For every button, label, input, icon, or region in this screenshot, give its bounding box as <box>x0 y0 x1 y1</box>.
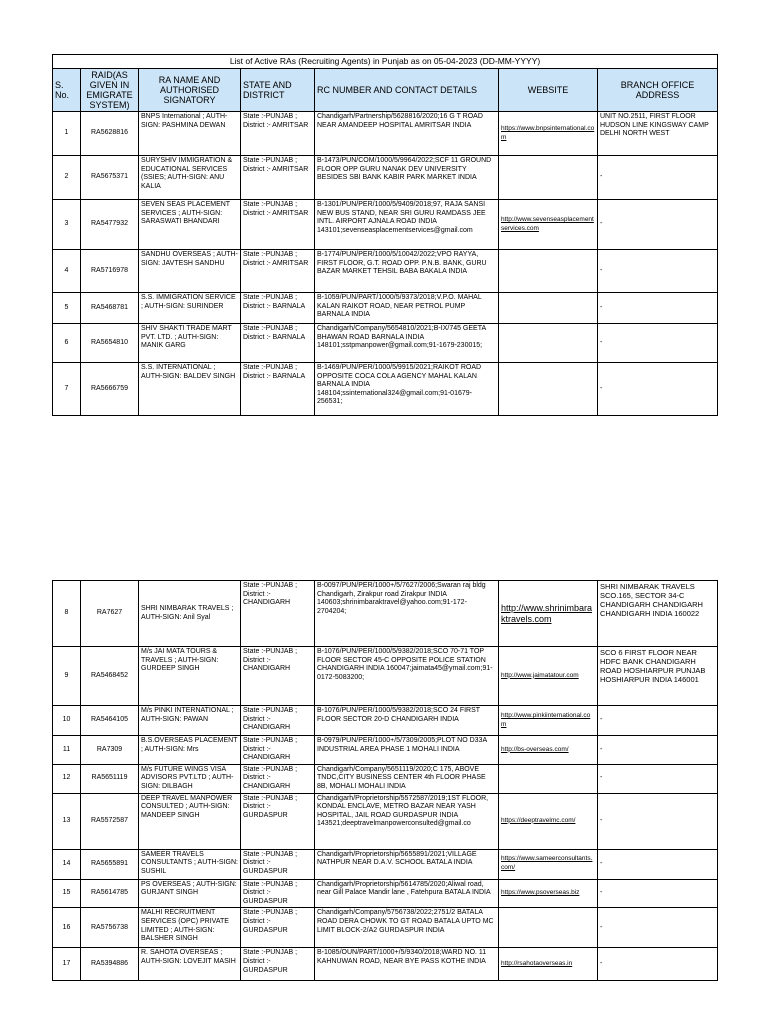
row-ra-name: SURYSHIV IMMIGRATION & EDUCATIONAL SERVICES (SSIES; AUTH-SIGN: ANU KALIA <box>139 156 241 200</box>
row-ra-name: R. SAHOTA OVERSEAS ; AUTH-SIGN: LOVEJIT MASIH <box>139 948 241 981</box>
row-raid: RA5468452 <box>81 647 139 706</box>
table-row <box>53 581 718 647</box>
row-state-district: State :-PUNJAB ; District :- BARNALA <box>241 324 315 363</box>
row-state-district: State :-PUNJAB ; District :- CHANDIGARH <box>241 581 315 647</box>
row-rc-details: B-0979/PUN/PER/1000+/5/7309/2005;PLOT NO D33A INDUSTRIAL AREA PHASE 1 MOHALI INDIA <box>315 736 499 765</box>
row-number: 15 <box>53 879 81 908</box>
website-link[interactable]: http://www.jaimatatour.com <box>501 671 579 679</box>
row-rc-details: Chandigarh/Proprietorship/5614785/2020;Aliwal road, near Gill Palace Mandir lane , Fatehpura BATALA INDIA <box>315 879 499 908</box>
table-row <box>53 647 718 706</box>
row-rc-details: Chandigarh/Company/5651119/2020;C 175, ABOVE TNDC,CITY BUSINESS CENTER 4th FLOOR PHASE 8B, MOHALI MOHALI INDIA <box>315 764 499 793</box>
website-link[interactable]: https://www.bnpsinternational.com <box>501 124 595 141</box>
row-ra-name: MALHI RECRUITMENT SERVICES (OPC) PRIVATE LIMITED ; AUTH-SIGN: BALSHER SINGH <box>139 908 241 948</box>
row-number: 12 <box>53 764 81 793</box>
row-raid: RA5464105 <box>81 706 139 736</box>
row-state-district: State :-PUNJAB ; District :- BARNALA <box>241 363 315 416</box>
row-ra-name: SANDHU OVERSEAS ; AUTH-SIGN: JAVTESH SANDHU <box>139 250 241 293</box>
row-branch-office: UNIT NO.2511, FIRST FLOOR HUDSON LINE KINGSWAY CAMP DELHI NORTH WEST <box>598 112 718 156</box>
row-ra-name: SHIV SHAKTI TRADE MART PVT. LTD. ; AUTH-SIGN: MANIK GARG <box>139 324 241 363</box>
row-rc-details: Chandigarh/Partnership/5628816/2020;16 G T ROAD NEAR AMANDEEP HOSPITAL AMRITSAR INDIA <box>315 112 499 156</box>
row-ra-name: M/s JAI MATA TOURS & TRAVELS ; AUTH-SIGN: GURDEEP SINGH <box>139 647 241 706</box>
table-row <box>53 363 718 416</box>
row-state-district: State :-PUNJAB ; District :- CHANDIGARH <box>241 764 315 793</box>
table-row <box>53 736 718 765</box>
header-row <box>53 69 718 112</box>
row-branch-office: SCO 6 FIRST FLOOR NEAR HDFC BANK CHANDIGARH ROAD HOSHIARPUR PUNJAB HOSHIARPUR INDIA 146001 <box>598 647 718 706</box>
table-row <box>53 948 718 981</box>
row-state-district: State :-PUNJAB ; District :- AMRITSAR <box>241 156 315 200</box>
row-raid: RA5655891 <box>81 849 139 879</box>
row-website <box>499 363 598 416</box>
row-ra-name: PS OVERSEAS ; AUTH-SIGN: GURJANT SINGH <box>139 879 241 908</box>
row-website <box>499 112 598 156</box>
row-rc-details: Chandigarh/Company/5654810/2021;B-IX/745 GEETA BHAWAN ROAD BARNALA INDIA 148101;sstpmanpower@gmail.com;91-1679-230015; <box>315 324 499 363</box>
row-number: 11 <box>53 736 81 765</box>
row-website <box>499 647 598 706</box>
row-state-district: State :-PUNJAB ; District :- AMRITSAR <box>241 112 315 156</box>
row-raid: RA5628816 <box>81 112 139 156</box>
row-state-district: State :-PUNJAB ; District :- BARNALA <box>241 293 315 324</box>
row-website <box>499 324 598 363</box>
table-title: List of Active RAs (Recruiting Agents) in Punjab as on 05-04-2023 (DD-MM-YYYY) <box>53 55 718 69</box>
row-state-district: State :-PUNJAB ; District :- GURDASPUR <box>241 793 315 849</box>
row-state-district: State :-PUNJAB ; District :- GURDASPUR <box>241 879 315 908</box>
row-branch-office: - <box>598 764 718 793</box>
row-raid: RA5468781 <box>81 293 139 324</box>
table-row <box>53 250 718 293</box>
row-rc-details: B-1469/PUN/PER/1000/5/9915/2021;RAIKOT ROAD OPPOSITE COCA COLA AGENCY MAHAL KALAN BARNALA INDIA 148104;ssinternational324@gmail.com;91-01679-256531; <box>315 363 499 416</box>
ra-table-top <box>52 54 718 416</box>
row-website <box>499 250 598 293</box>
row-raid: RA7309 <box>81 736 139 765</box>
row-raid: RA5394886 <box>81 948 139 981</box>
row-rc-details: B-1085/OUN/PART/1000+/5/9340/2018;WARD NO. 11 KAHNUWAN ROAD, NEAR BYE PASS KOTHE INDIA <box>315 948 499 981</box>
row-state-district: State :-PUNJAB ; District :- GURDASPUR <box>241 948 315 981</box>
row-website <box>499 581 598 647</box>
row-branch-office: - <box>598 324 718 363</box>
table-row <box>53 156 718 200</box>
row-raid: RA5756738 <box>81 908 139 948</box>
row-website <box>499 736 598 765</box>
row-rc-details: B-1076/PUN/PER/1000/5/9382/2018;SCO 24 FIRST FLOOR SECTOR 20-D CHANDIGARH INDIA <box>315 706 499 736</box>
row-state-district: State :-PUNJAB ; District :- CHANDIGARH <box>241 736 315 765</box>
row-website <box>499 200 598 250</box>
row-rc-details: B-1774/PUN/PER/1000/5/10042/2022;VPO RAYYA, FIRST FLOOR, G.T. ROAD OPP. P.N.B. BANK, GURU BAZAR MARKET TEHSIL BABA BAKALA INDIA <box>315 250 499 293</box>
row-raid: RA5716978 <box>81 250 139 293</box>
row-number: 13 <box>53 793 81 849</box>
row-number: 17 <box>53 948 81 981</box>
row-rc-details: B-1076/PUN/PER/1000/5/9382/2018;SCO 70-71 TOP FLOOR SECTOR 45-C OPPOSITE POLICE STATION CHANDIGARH INDIA 160047;jaimata45@ymail.com;91-0172-5083200; <box>315 647 499 706</box>
table-body-bottom <box>53 581 718 981</box>
row-rc-details: B-1059/PUN/PART/1000/5/9373/2018;V.P.O. MAHAL KALAN RAIKOT ROAD, NEAR PETROL PUMP BARNALA INDIA <box>315 293 499 324</box>
row-raid: RA5666759 <box>81 363 139 416</box>
header-website: WEBSITE <box>499 69 598 112</box>
row-rc-details: B-0097/PUN/PER/1000+/5/7627/2006;Swaran raj bldg Chandigarh, Zirakpur road Zirakpur INDIA 140603;shrinimbaraktravel@yahoo.com;91-172-2704204; <box>315 581 499 647</box>
table-row <box>53 908 718 948</box>
row-ra-name: S.S. IMMIGRATION SERVICE ; AUTH-SIGN: SURINDER <box>139 293 241 324</box>
row-website <box>499 293 598 324</box>
row-raid: RA7627 <box>81 581 139 647</box>
row-number: 5 <box>53 293 81 324</box>
website-link[interactable]: http://www.sevenseasplacementservices.com <box>501 215 594 232</box>
row-website <box>499 793 598 849</box>
row-website <box>499 764 598 793</box>
row-number: 2 <box>53 156 81 200</box>
row-number: 6 <box>53 324 81 363</box>
header-raid: RAID(AS GIVEN IN EMIGRATE SYSTEM) <box>81 69 139 112</box>
row-branch-office: - <box>598 156 718 200</box>
website-link[interactable]: http://rsahotaoverseas.in <box>501 960 573 968</box>
row-branch-office: - <box>598 250 718 293</box>
row-website <box>499 706 598 736</box>
row-website <box>499 849 598 879</box>
row-branch-office: - <box>598 948 718 981</box>
row-website <box>499 948 598 981</box>
row-raid: RA5477932 <box>81 200 139 250</box>
table-row <box>53 849 718 879</box>
row-ra-name: SHRI NIMBARAK TRAVELS ; AUTH-SIGN: Anil Syal <box>139 581 241 647</box>
table-row <box>53 879 718 908</box>
row-branch-office: - <box>598 200 718 250</box>
row-number: 16 <box>53 908 81 948</box>
table-row <box>53 706 718 736</box>
table-row <box>53 200 718 250</box>
row-number: 14 <box>53 849 81 879</box>
row-branch-office: - <box>598 363 718 416</box>
row-ra-name: M/s PINKI INTERNATIONAL ; AUTH-SIGN: PAWAN <box>139 706 241 736</box>
row-ra-name: SEVEN SEAS PLACEMENT SERVICES ; AUTH-SIGN: SARASWATI BHANDARI <box>139 200 241 250</box>
row-branch-office: - <box>598 793 718 849</box>
row-branch-office: - <box>598 849 718 879</box>
row-raid: RA5614785 <box>81 879 139 908</box>
website-link[interactable]: https://deeptravelmc.com/ <box>501 816 576 824</box>
row-raid: RA5572587 <box>81 793 139 849</box>
row-rc-details: Chandigarh/Proprietorship/5572587/2019;1ST FLOOR, KONDAL ENCLAVE, METRO BAZAR NEAR YASH HOSPITAL, JAIL ROAD GURDASPUR INDIA 143521;deeptravelmanpowerconsulted@gmail.co <box>315 793 499 849</box>
row-rc-details: B-1301/PUN/PER/1000/5/9409/2018;97, RAJA SANSI NEW BUS STAND, NEAR SRI GURU RAMDASS JEE INTL. AIRPORT AJNALA ROAD INDIA 143101;sevenseasplacementservices@gmail.com <box>315 200 499 250</box>
website-link[interactable]: https://www.sameerconsultants.com/ <box>501 855 593 872</box>
header-state: STATE AND DISTRICT <box>241 69 315 112</box>
header-name: RA NAME AND AUTHORISED SIGNATORY <box>139 69 241 112</box>
header-rc: RC NUMBER AND CONTACT DETAILS <box>315 69 499 112</box>
row-website <box>499 879 598 908</box>
row-state-district: State :-PUNJAB ; District :- CHANDIGARH <box>241 647 315 706</box>
table-row <box>53 764 718 793</box>
row-number: 1 <box>53 112 81 156</box>
row-ra-name: BNPS International ; AUTH-SIGN: PASHMINA DEWAN <box>139 112 241 156</box>
row-rc-details: Chandigarh/Company/5756738/2022;2751/2 BATALA ROAD DERA CHOWK TO GT ROAD BATALA UPTO MC LIMIT BLOCK-2/A2 GURDASPUR INDIA <box>315 908 499 948</box>
row-state-district: State :-PUNJAB ; District :- CHANDIGARH <box>241 706 315 736</box>
table-row <box>53 793 718 849</box>
row-raid: RA5675371 <box>81 156 139 200</box>
table-body-top <box>53 112 718 416</box>
ra-table-bottom <box>52 580 718 981</box>
row-number: 7 <box>53 363 81 416</box>
header-sno: S. No. <box>53 69 81 112</box>
row-state-district: State :-PUNJAB ; District :- GURDASPUR <box>241 908 315 948</box>
row-number: 10 <box>53 706 81 736</box>
row-website <box>499 908 598 948</box>
row-branch-office: - <box>598 293 718 324</box>
row-ra-name: M/s FUTURE WINGS VISA ADVISORS PVT.LTD ; AUTH-SIGN: DILBAGH <box>139 764 241 793</box>
row-branch-office: - <box>598 706 718 736</box>
row-branch-office: - <box>598 736 718 765</box>
table-row <box>53 324 718 363</box>
row-ra-name: DEEP TRAVEL MANPOWER CONSULTED ; AUTH-SIGN: MANDEEP SINGH <box>139 793 241 849</box>
website-link[interactable]: http://bs-overseas.com/ <box>501 745 569 753</box>
row-state-district: State :-PUNJAB ; District :- GURDASPUR <box>241 849 315 879</box>
website-link[interactable]: https://www.psoverseas.biz <box>501 889 580 897</box>
row-ra-name: S.S. INTERNATIONAL ; AUTH-SIGN: BALDEV SINGH <box>139 363 241 416</box>
row-number: 4 <box>53 250 81 293</box>
row-ra-name: SAMEER TRAVELS CONSULTANTS ; AUTH-SIGN: SUSHIL <box>139 849 241 879</box>
row-raid: RA5654810 <box>81 324 139 363</box>
row-state-district: State :-PUNJAB ; District :- AMRITSAR <box>241 200 315 250</box>
row-raid: RA5651119 <box>81 764 139 793</box>
row-number: 3 <box>53 200 81 250</box>
row-number: 8 <box>53 581 81 647</box>
row-website <box>499 156 598 200</box>
row-branch-office: SHRI NIMBARAK TRAVELS SCO.165, SECTOR 34-C CHANDIGARH CHANDIGARH CHANDIGARH INDIA 160022 <box>598 581 718 647</box>
table-row <box>53 112 718 156</box>
row-rc-details: Chandigarh/Proprietorship/5655891/2021;VILLAGE NATHPUR NEAR D.A.V. SCHOOL BATALA INDIA <box>315 849 499 879</box>
row-branch-office: - <box>598 908 718 948</box>
row-state-district: State :-PUNJAB ; District :- AMRITSAR <box>241 250 315 293</box>
table-row <box>53 293 718 324</box>
header-branch: BRANCH OFFICE ADDRESS <box>598 69 718 112</box>
row-number: 9 <box>53 647 81 706</box>
row-ra-name: B.S.OVERSEAS PLACEMENT ; AUTH-SIGN: Mrs <box>139 736 241 765</box>
website-link[interactable]: http://www.shrinimbaraktravels.com <box>501 602 593 624</box>
row-branch-office: - <box>598 879 718 908</box>
row-rc-details: B-1473/PUN/COM/1000/5/9964/2022;SCF 11 GROUND FLOOR OPP GURU NANAK DEV UNIVERSITY BESIDES SBI BANK KABIR PARK MARKET INDIA <box>315 156 499 200</box>
website-link[interactable]: http://www.pinkiinternational.com <box>501 711 591 728</box>
